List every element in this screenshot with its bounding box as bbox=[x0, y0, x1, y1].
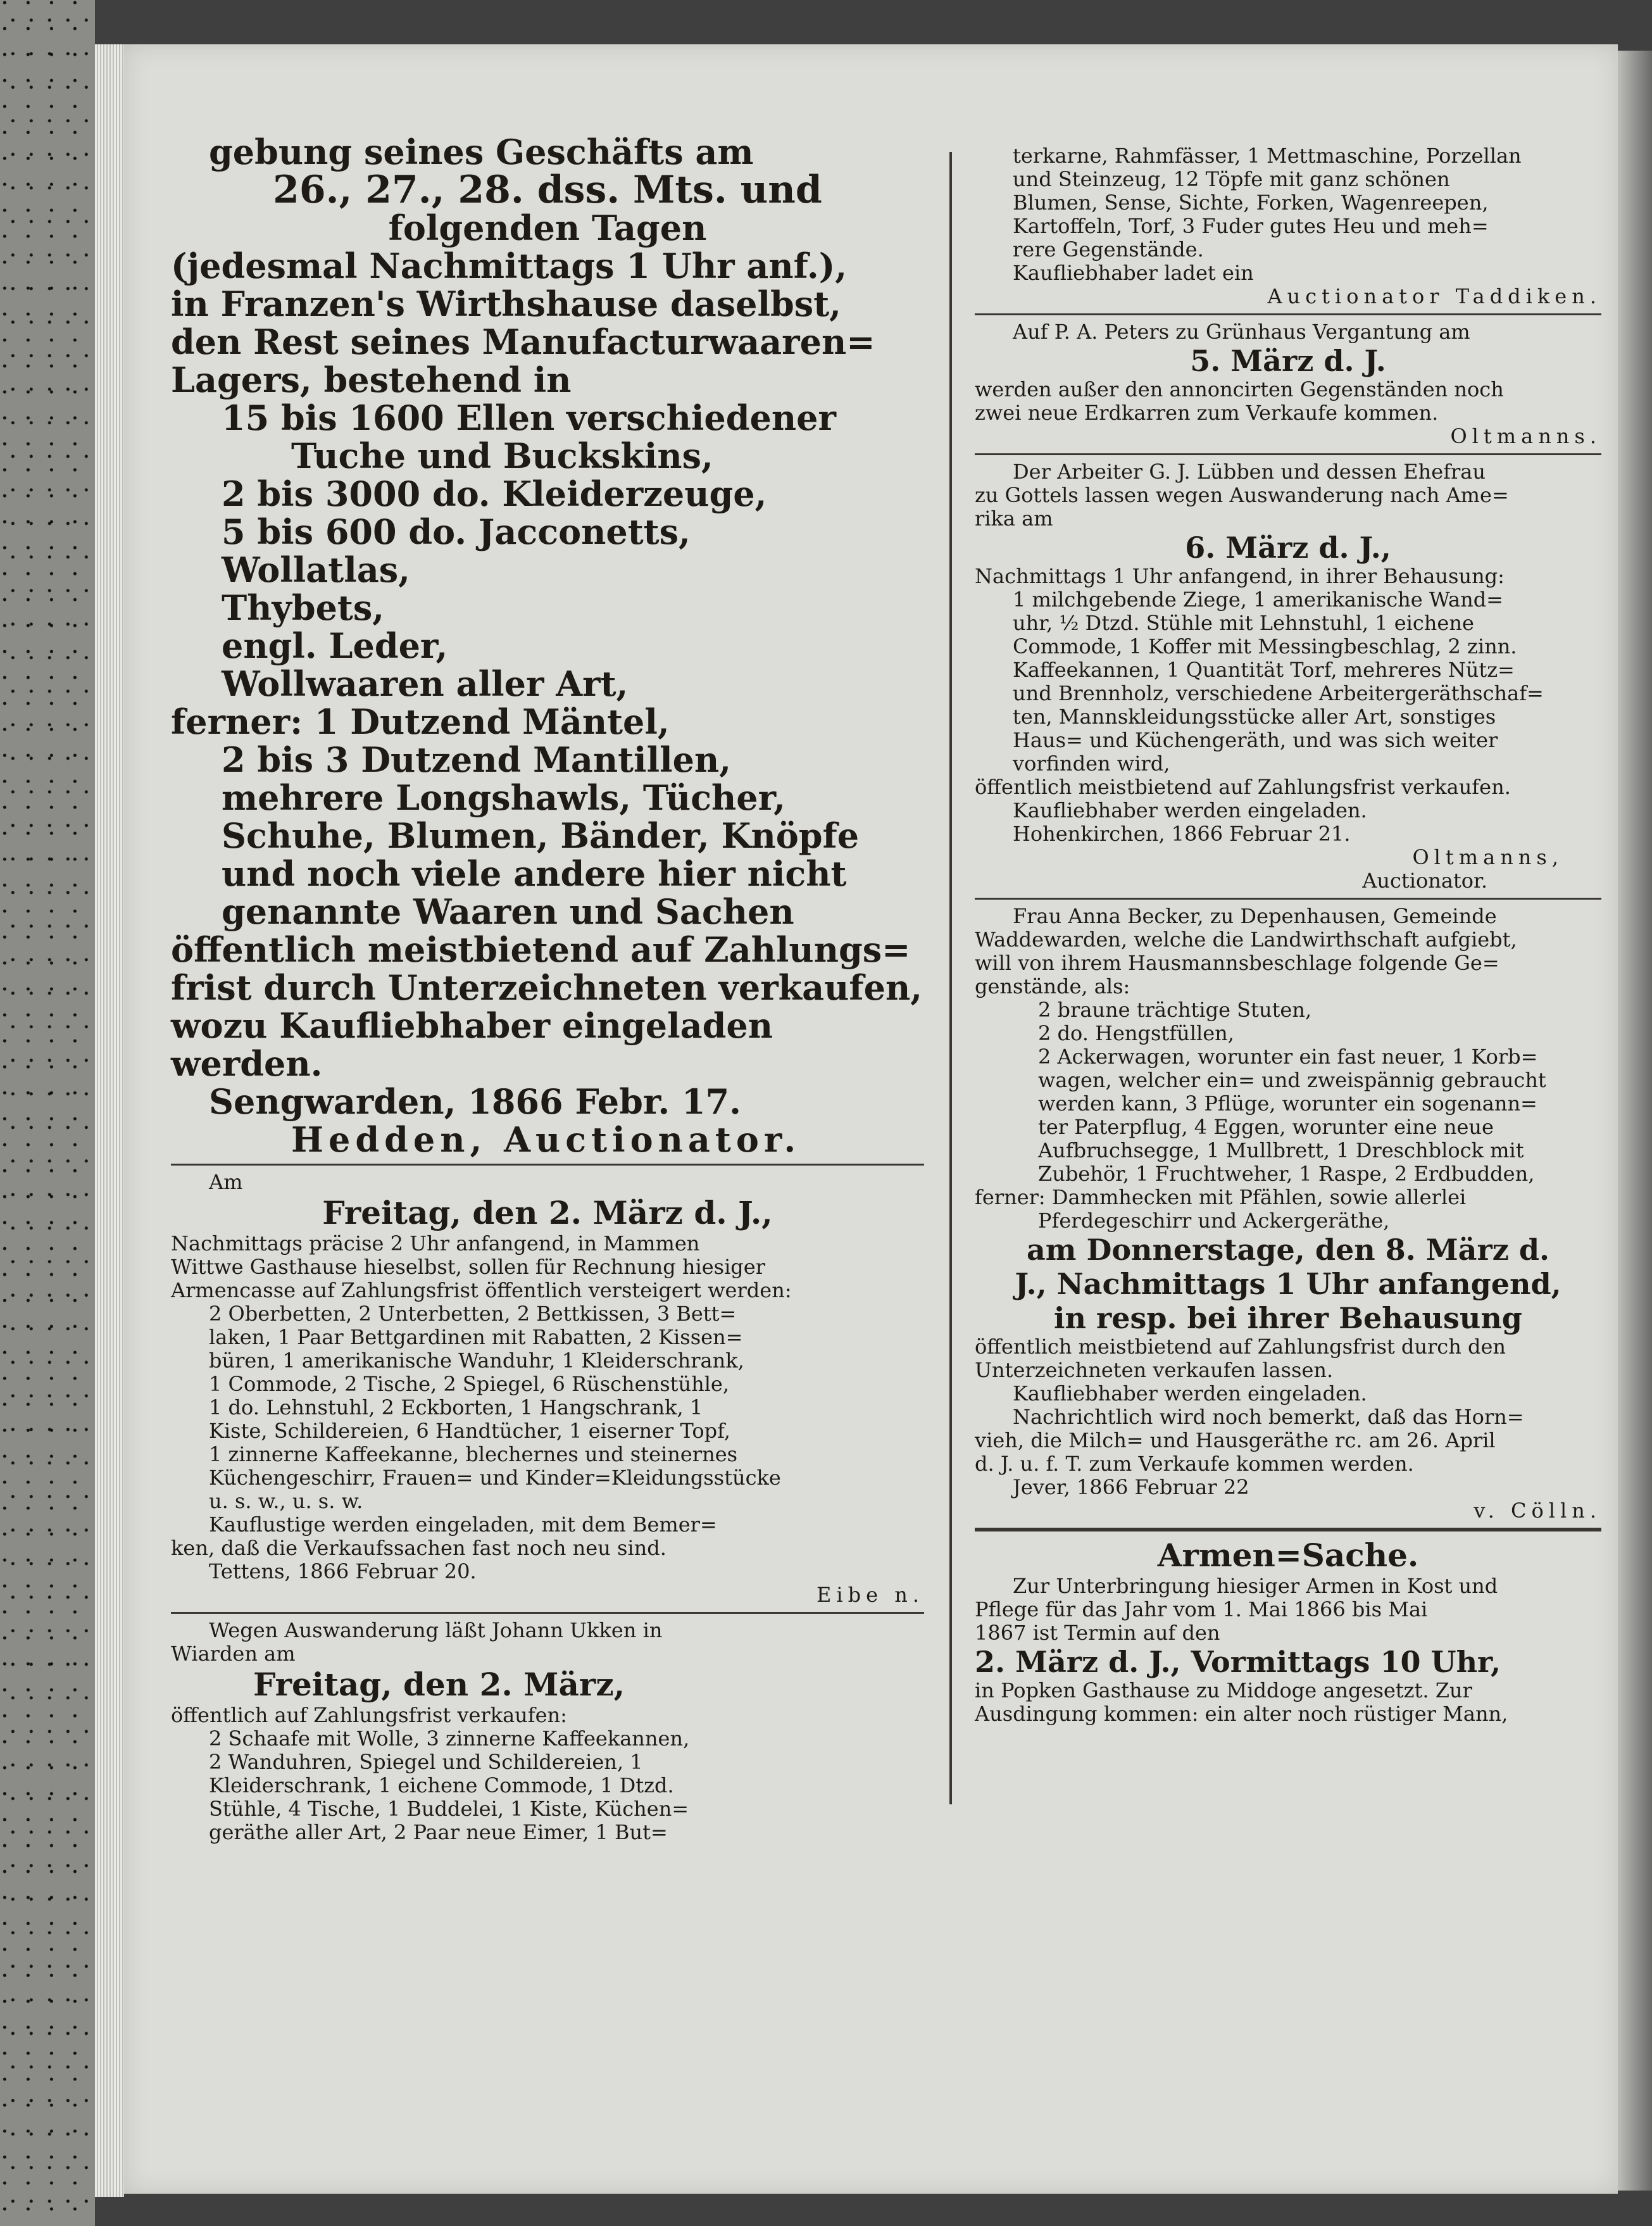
notice-line: Kiste, Schildereien, 6 Handtücher, 1 eiserner Topf, bbox=[209, 1419, 730, 1443]
signature: v. Cölln. bbox=[1474, 1499, 1601, 1523]
notice-headline: in resp. bei ihrer Behausung bbox=[1054, 1301, 1522, 1335]
notice-line: Pferdegeschirr und Ackergeräthe, bbox=[1038, 1209, 1390, 1233]
notice-line: zwei neue Erdkarren zum Verkaufe kommen. bbox=[975, 401, 1439, 425]
notice-line: Kauflustige werden eingeladen, mit dem Bemer= bbox=[209, 1512, 717, 1537]
notice-line: 2 bis 3 Dutzend Mantillen, bbox=[222, 739, 732, 780]
place-date: Jever, 1866 Februar 22 bbox=[1013, 1475, 1249, 1499]
page-stack-edge bbox=[95, 44, 124, 2197]
scan-background bbox=[0, 0, 95, 2226]
left-column bbox=[171, 133, 924, 1844]
notice-headline: am Donnerstage, den 8. März d. bbox=[1026, 1233, 1550, 1267]
notice-line: und Brennholz, verschiedene Arbeitergeräthschaf= bbox=[1013, 681, 1544, 705]
notice-line: Wollwaaren aller Art, bbox=[222, 663, 629, 704]
place-date: Sengwarden, 1866 Febr. 17. bbox=[209, 1081, 741, 1122]
notice-line: Blumen, Sense, Sichte, Forken, Wagenreepen, bbox=[1013, 191, 1489, 215]
auction-notice-luebben bbox=[975, 460, 1601, 893]
notice-line: geräthe aller Art, 2 Paar neue Eimer, 1 But= bbox=[209, 1820, 668, 1844]
notice-line: öffentlich meistbietend auf Zahlungsfrist durch den bbox=[975, 1335, 1506, 1359]
notice-line: Haus= und Küchengeräth, und was sich weiter bbox=[1013, 728, 1498, 752]
notice-line: Kartoffeln, Torf, 3 Fuder gutes Heu und meh= bbox=[1013, 214, 1489, 238]
notice-line: Aufbruchsegge, 1 Mullbrett, 1 Dreschblock mit bbox=[1038, 1138, 1524, 1162]
notice-line: und Steinzeug, 12 Töpfe mit ganz schönen bbox=[1013, 167, 1450, 191]
notice-line: mehrere Longshawls, Tücher, bbox=[222, 777, 785, 818]
notice-headline: 2. März d. J., Vormittags 10 Uhr, bbox=[975, 1645, 1501, 1679]
notice-line: 2 Oberbetten, 2 Unterbetten, 2 Bettkissen, 3 Bett= bbox=[209, 1302, 737, 1326]
notice-line: öffentlich auf Zahlungsfrist verkaufen: bbox=[171, 1703, 567, 1727]
notice-headline: 5. März d. J. bbox=[1190, 344, 1386, 378]
notice-line: 1 Commode, 2 Tische, 2 Spiegel, 6 Rüschenstühle, bbox=[209, 1372, 730, 1396]
notice-line: vieh, die Milch= und Hausgeräthe rc. am 26. April bbox=[975, 1428, 1496, 1452]
notice-line: Kleiderschrank, 1 eichene Commode, 1 Dtzd. bbox=[209, 1773, 674, 1797]
notice-line: Nachmittags präcise 2 Uhr anfangend, in Mammen bbox=[171, 1231, 700, 1255]
notice-line: terkarne, Rahmfässer, 1 Mettmaschine, Porzellan bbox=[1013, 144, 1522, 168]
notice-line: Lagers, bestehend in bbox=[171, 360, 572, 400]
notice-armen-sache bbox=[975, 1537, 1601, 1726]
notice-line: Schuhe, Blumen, Bänder, Knöpfe bbox=[222, 815, 860, 856]
signature-title: Auctionator. bbox=[1362, 869, 1487, 893]
notice-line: rere Gegenstände. bbox=[1013, 237, 1204, 261]
notice-line: Wiarden am bbox=[171, 1642, 296, 1666]
notice-line: 2 bis 3000 do. Kleiderzeuge, bbox=[222, 474, 767, 514]
notice-line: Zur Unterbringung hiesiger Armen in Kost und bbox=[1013, 1574, 1498, 1598]
notice-headline: 6. März d. J., bbox=[1185, 531, 1391, 565]
notice-line: u. s. w., u. s. w. bbox=[209, 1489, 363, 1513]
signature: Oltmanns, bbox=[1412, 845, 1563, 869]
notice-line: ter Paterpflug, 4 Eggen, worunter eine neue bbox=[1038, 1115, 1494, 1139]
notice-line: den Rest seines Manufacturwaaren= bbox=[171, 322, 875, 362]
notice-line: Armencasse auf Zahlungsfrist öffentlich versteigert werden: bbox=[171, 1278, 792, 1302]
notice-line: 2 Ackerwagen, worunter ein fast neuer, 1 Korb= bbox=[1038, 1045, 1538, 1069]
notice-line: ferner: 1 Dutzend Mäntel, bbox=[171, 701, 670, 742]
notice-line: Wegen Auswanderung läßt Johann Ukken in bbox=[209, 1618, 663, 1642]
notice-line: werden kann, 3 Pflüge, worunter ein sogenann= bbox=[1038, 1091, 1537, 1116]
notice-line: Tuche und Buckskins, bbox=[291, 436, 713, 476]
auction-notice-ukken bbox=[171, 1619, 924, 1844]
notice-line: engl. Leder, bbox=[222, 626, 448, 666]
notice-line: Kaufliebhaber werden eingeladen. bbox=[1013, 1381, 1367, 1405]
notice-line: (jedesmal Nachmittags 1 Uhr anf.), bbox=[171, 246, 848, 286]
notice-line: Stühle, 4 Tische, 1 Buddelei, 1 Kiste, Küchen= bbox=[209, 1797, 689, 1821]
notice-line: will von ihrem Hausmannsbeschlage folgende Ge= bbox=[975, 951, 1499, 975]
signature: Eibe n. bbox=[817, 1583, 924, 1607]
notice-line: 2 Wanduhren, Spiegel und Schildereien, 1 bbox=[209, 1750, 643, 1774]
notice-headline: J., Nachmittags 1 Uhr anfangend, bbox=[1015, 1267, 1561, 1301]
notice-line: Wollatlas, bbox=[222, 550, 410, 590]
notice-line: wozu Kaufliebhaber eingeladen bbox=[171, 1005, 773, 1046]
notice-line: ten, Mannskleidungsstücke aller Art, sonstiges bbox=[1013, 705, 1496, 729]
notice-line: 1867 ist Termin auf den bbox=[975, 1621, 1220, 1645]
notice-line: zu Gottels lassen wegen Auswanderung nach Ame= bbox=[975, 483, 1509, 507]
notice-line: gebung seines Geschäfts am bbox=[209, 132, 754, 172]
signature: Hedden, Auctionator. bbox=[291, 1119, 801, 1160]
notice-line: rika am bbox=[975, 506, 1053, 531]
separator-rule bbox=[975, 898, 1601, 900]
notice-line: Auf P. A. Peters zu Grünhaus Vergantung am bbox=[1013, 320, 1470, 344]
notice-line: Zubehör, 1 Fruchtweher, 1 Raspe, 2 Erdbudden, bbox=[1038, 1162, 1535, 1186]
place-date: Tettens, 1866 Februar 20. bbox=[209, 1559, 477, 1583]
notice-line: uhr, ½ Dtzd. Stühle mit Lehnstuhl, 1 eichene bbox=[1013, 611, 1474, 635]
notice-line: 2 Schaafe mit Wolle, 3 zinnerne Kaffeekannen, bbox=[209, 1726, 690, 1751]
notice-line: 2 braune trächtige Stuten, bbox=[1038, 998, 1312, 1022]
auction-notice-becker bbox=[975, 905, 1601, 1523]
separator-rule bbox=[975, 1528, 1601, 1531]
separator-rule bbox=[171, 1612, 924, 1614]
notice-headline: Freitag, den 2. März, bbox=[253, 1666, 625, 1703]
notice-line: Nachrichtlich wird noch bemerkt, daß das Horn= bbox=[1013, 1405, 1524, 1429]
separator-rule bbox=[171, 1164, 924, 1166]
notice-line: genstände, als: bbox=[975, 974, 1130, 998]
section-title: Armen=Sache. bbox=[1157, 1537, 1419, 1574]
notice-line: Unterzeichneten verkaufen lassen. bbox=[975, 1358, 1334, 1382]
notice-line: Wittwe Gasthause hieselbst, sollen für Rechnung hiesiger bbox=[171, 1255, 766, 1279]
notice-line: 2 do. Hengstfüllen, bbox=[1038, 1021, 1234, 1045]
notice-line: werden. bbox=[171, 1043, 323, 1084]
auction-notice-tettens bbox=[171, 1171, 924, 1607]
page-gutter bbox=[1618, 51, 1652, 2191]
auction-notice-taddiken bbox=[975, 144, 1601, 308]
notice-line: 26., 27., 28. dss. Mts. und bbox=[273, 168, 822, 212]
column-divider bbox=[949, 152, 952, 1804]
notice-line: Nachmittags 1 Uhr anfangend, in ihrer Behausung: bbox=[975, 564, 1505, 588]
notice-line: Ausdingung kommen: ein alter noch rüstiger Mann, bbox=[975, 1702, 1508, 1726]
notice-line: öffentlich meistbietend auf Zahlungsfrist verkaufen. bbox=[975, 775, 1511, 799]
notice-line: Am bbox=[209, 1170, 243, 1194]
notice-line: ken, daß die Verkaufssachen fast noch neu sind. bbox=[171, 1536, 666, 1560]
notice-line: Der Arbeiter G. J. Lübben und dessen Ehefrau bbox=[1013, 460, 1486, 484]
notice-line: Commode, 1 Koffer mit Messingbeschlag, 2 zinn. bbox=[1013, 634, 1517, 658]
notice-line: in Popken Gasthause zu Middoge angesetzt. Zur bbox=[975, 1678, 1472, 1702]
separator-rule bbox=[975, 313, 1601, 315]
notice-line: Kaffeekannen, 1 Quantität Torf, mehreres Nütz= bbox=[1013, 658, 1515, 682]
auction-notice-peters bbox=[975, 320, 1601, 448]
notice-line: laken, 1 Paar Bettgardinen mit Rabatten, 2 Kissen= bbox=[209, 1325, 743, 1349]
notice-line: Frau Anna Becker, zu Depenhausen, Gemeinde bbox=[1013, 904, 1497, 928]
notice-line: folgenden Tagen bbox=[388, 208, 707, 248]
notice-line: Waddewarden, welche die Landwirthschaft aufgiebt, bbox=[975, 928, 1517, 952]
notice-line: 5 bis 600 do. Jacconetts, bbox=[222, 512, 691, 552]
notice-line: und noch viele andere hier nicht bbox=[222, 853, 847, 894]
notice-line: öffentlich meistbietend auf Zahlungs= bbox=[171, 929, 911, 970]
auction-notice-hedden bbox=[171, 133, 924, 1159]
notice-line: Kaufliebhaber ladet ein bbox=[1013, 261, 1254, 285]
notice-line: Thybets, bbox=[222, 588, 385, 628]
notice-line: 1 do. Lehnstuhl, 2 Eckborten, 1 Hangschrank, 1 bbox=[209, 1395, 703, 1419]
notice-line: in Franzen's Wirthshause daselbst, bbox=[171, 284, 841, 324]
notice-line: genannte Waaren und Sachen bbox=[222, 891, 794, 932]
notice-line: 15 bis 1600 Ellen verschiedener bbox=[222, 398, 836, 438]
right-column bbox=[975, 144, 1601, 1726]
notice-line: Kaufliebhaber werden eingeladen. bbox=[1013, 798, 1367, 822]
notice-headline: Freitag, den 2. März d. J., bbox=[322, 1194, 773, 1231]
notice-line: ferner: Dammhecken mit Pfählen, sowie allerlei bbox=[975, 1185, 1467, 1209]
notice-line: 1 zinnerne Kaffeekanne, blechernes und steinernes bbox=[209, 1442, 738, 1466]
signature: Oltmanns. bbox=[1450, 424, 1601, 448]
notice-line: 1 milchgebende Ziege, 1 amerikanische Wand= bbox=[1013, 588, 1503, 612]
notice-line: werden außer den annoncirten Gegenständen noch bbox=[975, 377, 1504, 401]
notice-line: vorfinden wird, bbox=[1013, 751, 1170, 776]
signature: Auctionator Taddiken. bbox=[1267, 284, 1601, 308]
notice-line: d. J. u. f. T. zum Verkaufe kommen werden. bbox=[975, 1452, 1414, 1476]
notice-line: frist durch Unterzeichneten verkaufen, bbox=[171, 967, 922, 1008]
notice-line: Küchengeschirr, Frauen= und Kinder=Kleidungsstücke bbox=[209, 1466, 781, 1490]
notice-line: Pflege für das Jahr vom 1. Mai 1866 bis Mai bbox=[975, 1597, 1428, 1621]
notice-line: wagen, welcher ein= und zweispännig gebraucht bbox=[1038, 1068, 1546, 1092]
place-date: Hohenkirchen, 1866 Februar 21. bbox=[1013, 822, 1351, 846]
notice-line: büren, 1 amerikanische Wanduhr, 1 Kleiderschrank, bbox=[209, 1349, 744, 1373]
separator-rule bbox=[975, 453, 1601, 455]
